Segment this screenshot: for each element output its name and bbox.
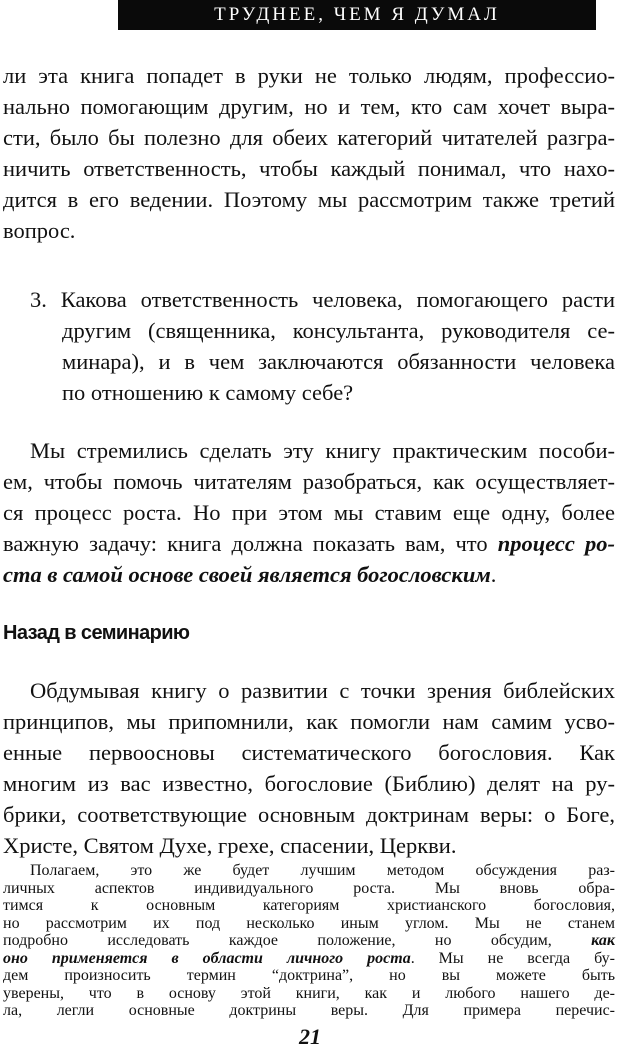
list-item-number: 3.	[30, 287, 47, 312]
text-line: Христе, Святом Духе, грехе, спасении, Церкви.	[3, 833, 457, 858]
text-line: дится в его ведении. Поэтому мы рассмотрим также третий	[3, 187, 615, 212]
text-line	[3, 560, 615, 590]
text-span: но рассмотрим их под несколько иным углом. Мы не станем	[3, 914, 615, 932]
text-line: Мы стремились сделать эту книгу практическим пособи-	[30, 438, 615, 463]
text-line	[3, 915, 615, 933]
text-line	[30, 862, 615, 880]
running-header	[118, 0, 596, 30]
text-line	[3, 880, 615, 898]
text-line: енные первоосновы систематического богословия. Как	[3, 740, 615, 765]
text-line: сти, было бы полезно для обеих категорий читателей разгра-	[3, 125, 615, 150]
text-line	[3, 1002, 615, 1020]
text-span: ла, легли основные доктрины веры. Для примера перечис-	[3, 1002, 615, 1019]
text-line	[3, 932, 615, 950]
text-span: важную задачу: книга должна показать вам, что	[3, 531, 498, 556]
text-line: другим (священника, консультанта, руководителя се-	[62, 318, 615, 343]
text-span: дем произносить термин “доктрина”, но вы можете быть	[3, 967, 615, 984]
text-span: подробно исследовать каждое положение, но обсудим,	[3, 932, 592, 949]
text-span: Какова ответственность человека, помогающего расти	[60, 287, 616, 312]
text-line: принципов, мы припомнили, как помогли нам самим усво-	[3, 709, 615, 734]
running-header-title: ТРУДНЕЕ, ЧЕМ Я ДУМАЛ	[214, 4, 500, 25]
emphasis-text: ста в самой основе своей является богословским	[3, 562, 491, 587]
emphasis-text: оно применяется в области личного роста	[3, 949, 411, 967]
text-line: брики, соответствующие основным доктринам веры: о Боге,	[3, 802, 615, 827]
emphasis-text: процесс ро-	[497, 531, 615, 556]
text-line	[3, 897, 615, 915]
emphasis-text: как	[591, 932, 615, 949]
text-line: минара), и в чем заключаются обязанности человека	[62, 349, 615, 374]
text-span: Полагаем, это же будет лучшим методом обсуждения раз-	[30, 862, 615, 879]
text-line: вопрос.	[3, 218, 76, 243]
text-line: ем, чтобы помочь читателям разобраться, как осуществляет-	[3, 469, 615, 494]
text-line: ся процесс роста. Но при этом мы ставим еще одну, более	[3, 500, 615, 525]
text-span: личных аспектов индивидуального роста. Мы вновь обра-	[3, 879, 615, 897]
text-line: нально помогающим другим, но и тем, кто сам хочет выра-	[3, 94, 615, 119]
text-line	[3, 967, 615, 985]
text-span: уверены, что в основу этой книги, как и любого нашего де-	[3, 984, 615, 1002]
text-line: ничить ответственность, чтобы каждый понимал, что нахо-	[3, 156, 615, 181]
text-line	[3, 950, 615, 968]
text-line	[3, 985, 615, 1003]
text-span: .	[490, 562, 497, 587]
section-heading: Назад в семинарию	[3, 622, 190, 644]
text-span: . Мы не всегда бу-	[410, 949, 616, 967]
list-item-first-line	[30, 285, 615, 315]
page-number: 21	[299, 1024, 321, 1049]
text-line: многим из вас известно, богословие (Библию) делят на ру-	[3, 771, 615, 796]
text-line	[3, 529, 615, 559]
text-line: ли эта книга попадет в руки не только людям, профессио-	[3, 63, 615, 88]
text-span: тимся к основным категориям христианского богословия,	[3, 897, 615, 914]
text-line: по отношению к самому себе?	[62, 380, 354, 405]
text-line: Обдумывая книгу о развитии с точки зрения библейских	[30, 678, 615, 703]
